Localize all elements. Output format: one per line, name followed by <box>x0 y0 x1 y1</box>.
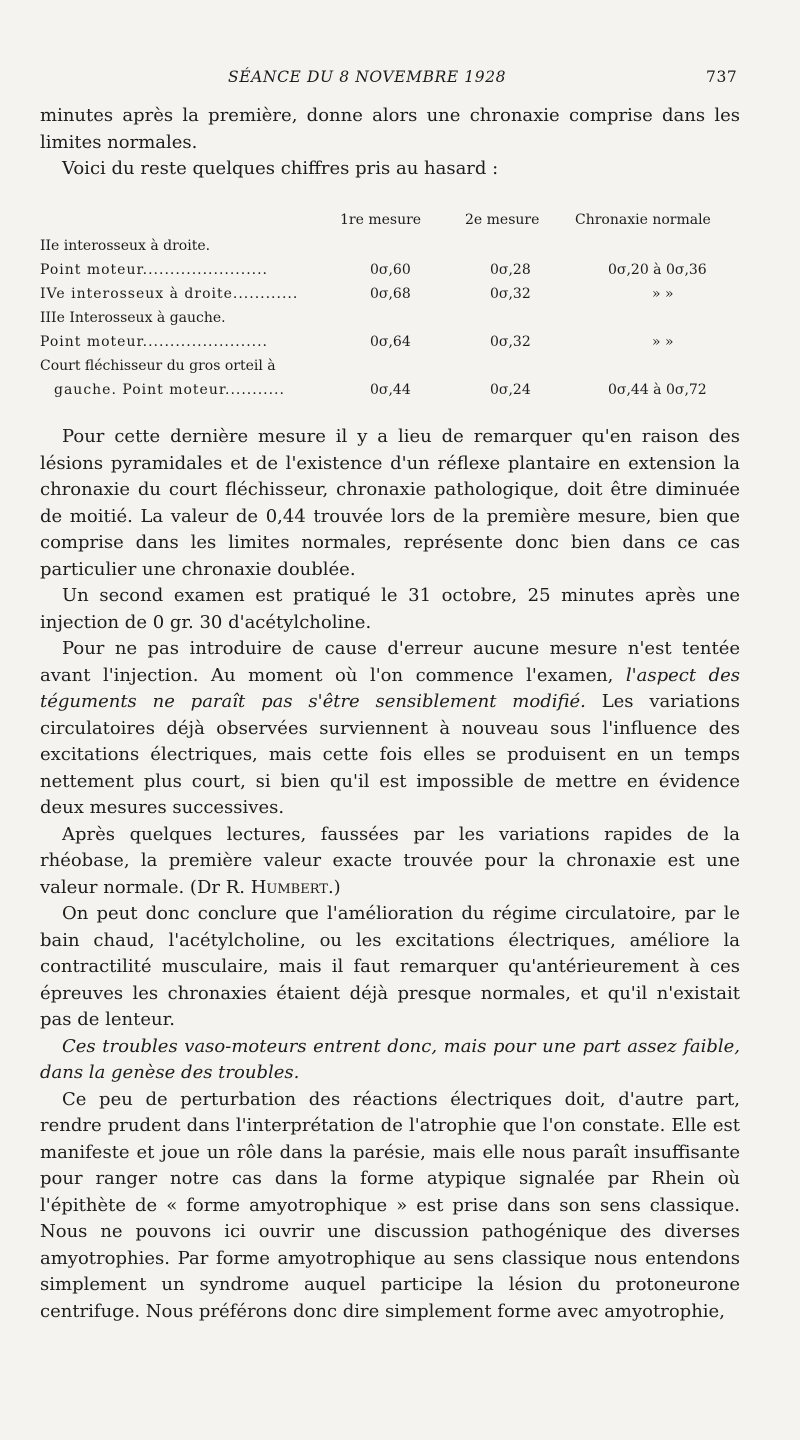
row-value-1: 0σ,44 <box>370 382 411 398</box>
header-title: SÉANCE DU 8 NOVEMBRE 1928 <box>228 68 507 86</box>
table-row <box>40 234 750 258</box>
row-value-1: 0σ,60 <box>370 262 411 278</box>
row-value-2: 0σ,32 <box>490 286 531 302</box>
paragraph: On peut donc conclure que l'amélioration du régime circulatoire, par le bain chaud, l'acétylcholine, ou les excitations électriques, améliore la contractilité musculaire, mais il faut remarquer qu'antérieurement à ces épreuves les chronaxies étaient déjà presque normales, et qu'il n'existait pas de lenteur. <box>40 903 740 1030</box>
text-run: .) <box>327 876 341 898</box>
row-value-normal: » » <box>652 286 674 302</box>
table-row <box>40 378 750 402</box>
row-label: Point moteur....................... <box>40 334 268 350</box>
table-header-cell: 2e mesure <box>465 212 540 228</box>
row-value-2: 0σ,24 <box>490 382 531 398</box>
table-row <box>40 258 750 282</box>
row-value-1: 0σ,64 <box>370 334 411 350</box>
table-header-cell: Chronaxie normale <box>575 212 711 228</box>
body-text <box>40 424 740 1325</box>
text-run: Après quelques lectures, faussées par les variations rapides de la rhéobase, la première valeur exacte trouvée pour la chronaxie est une valeur normale. (Dr R. <box>40 823 740 898</box>
text-run: Les variations circulatoires déjà observées surviennent à nouveau sous l'influence des excitations électriques, mais cette fois elles se produisent en un temps nettement plus court, si bien qu'il est impossible de mettre en évidence deux mesures successives. <box>40 691 741 818</box>
row-value-2: 0σ,28 <box>490 262 531 278</box>
author-name: Humbert <box>250 876 328 898</box>
chronaxie-table <box>40 208 750 402</box>
row-label: IVe interosseux à droite............ <box>40 286 299 302</box>
italic-run: l'aspect des téguments ne paraît pas s'être sensiblement modifié. <box>40 664 740 712</box>
row-label: Court fléchisseur du gros orteil à <box>40 358 276 374</box>
table-row <box>40 330 750 354</box>
page-number: 737 <box>706 68 738 86</box>
paragraph <box>40 822 740 902</box>
text-run: Pour ne pas introduire de cause d'erreur aucune mesure n'est tentée avant l'injection. Au moment où l'on commence l'examen, <box>40 638 740 686</box>
row-value-normal: 0σ,20 à 0σ,36 <box>608 262 707 278</box>
row-label: IIIe Interosseux à gauche. <box>40 310 226 326</box>
row-label: IIe interosseux à droite. <box>40 238 211 254</box>
table-row <box>40 354 750 378</box>
row-label: Point moteur....................... <box>40 262 268 278</box>
table-header <box>40 208 750 234</box>
row-value-1: 0σ,68 <box>370 286 411 302</box>
intro-block <box>40 103 740 183</box>
paragraph: Pour cette dernière mesure il y a lieu de remarquer qu'en raison des lésions pyramidales et de l'existence d'un réflexe plantaire en extension la chronaxie du court fléchisseur, chronaxie pathologique, doit être diminuée de moitié. La valeur de 0,44 trouvée lors de la première mesure, bien que comprise dans les limites normales, représente donc bien dans ce cas particulier une chronaxie doublée. <box>40 426 740 580</box>
row-value-normal: » » <box>652 334 674 350</box>
row-value-normal: 0σ,44 à 0σ,72 <box>608 382 707 398</box>
paragraph-italic: Ces troubles vaso-moteurs entrent donc, mais pour une part assez faible, dans la genèse des troubles. <box>40 1035 740 1083</box>
table-header-cell: 1re mesure <box>340 212 422 228</box>
row-label: gauche. Point moteur........... <box>54 382 285 398</box>
table-row <box>40 282 750 306</box>
paragraph-voici: Voici du reste quelques chiffres pris au hasard : <box>62 158 499 179</box>
paragraph: Ce peu de perturbation des réactions électriques doit, d'autre part, rendre prudent dans l'interprétation de l'atrophie que l'on constate. Elle est manifeste et joue un rôle dans la parésie, mais elle nous paraît insuffisante pour ranger notre cas dans la forme atypique signalée par Rhein où l'épithète de « forme amyotrophique » est prise dans son sens classique. Nous ne pouvons ici ouvrir une discussion pathogénique des diverses amyotrophies. Par forme amyotrophique au sens classique nous entendons simplement un syndrome auquel participe la lésion du protoneurone centrifuge. Nous préférons donc dire simplement forme avec amyotrophie, <box>40 1088 740 1322</box>
paragraph <box>40 636 740 822</box>
row-value-2: 0σ,32 <box>490 334 531 350</box>
paragraph-intro: minutes après la première, donne alors une chronaxie comprise dans les limites normales. <box>40 105 740 153</box>
paragraph: Un second examen est pratiqué le 31 octobre, 25 minutes après une injection de 0 gr. 30 d'acétylcholine. <box>40 585 740 633</box>
table-row <box>40 306 750 330</box>
